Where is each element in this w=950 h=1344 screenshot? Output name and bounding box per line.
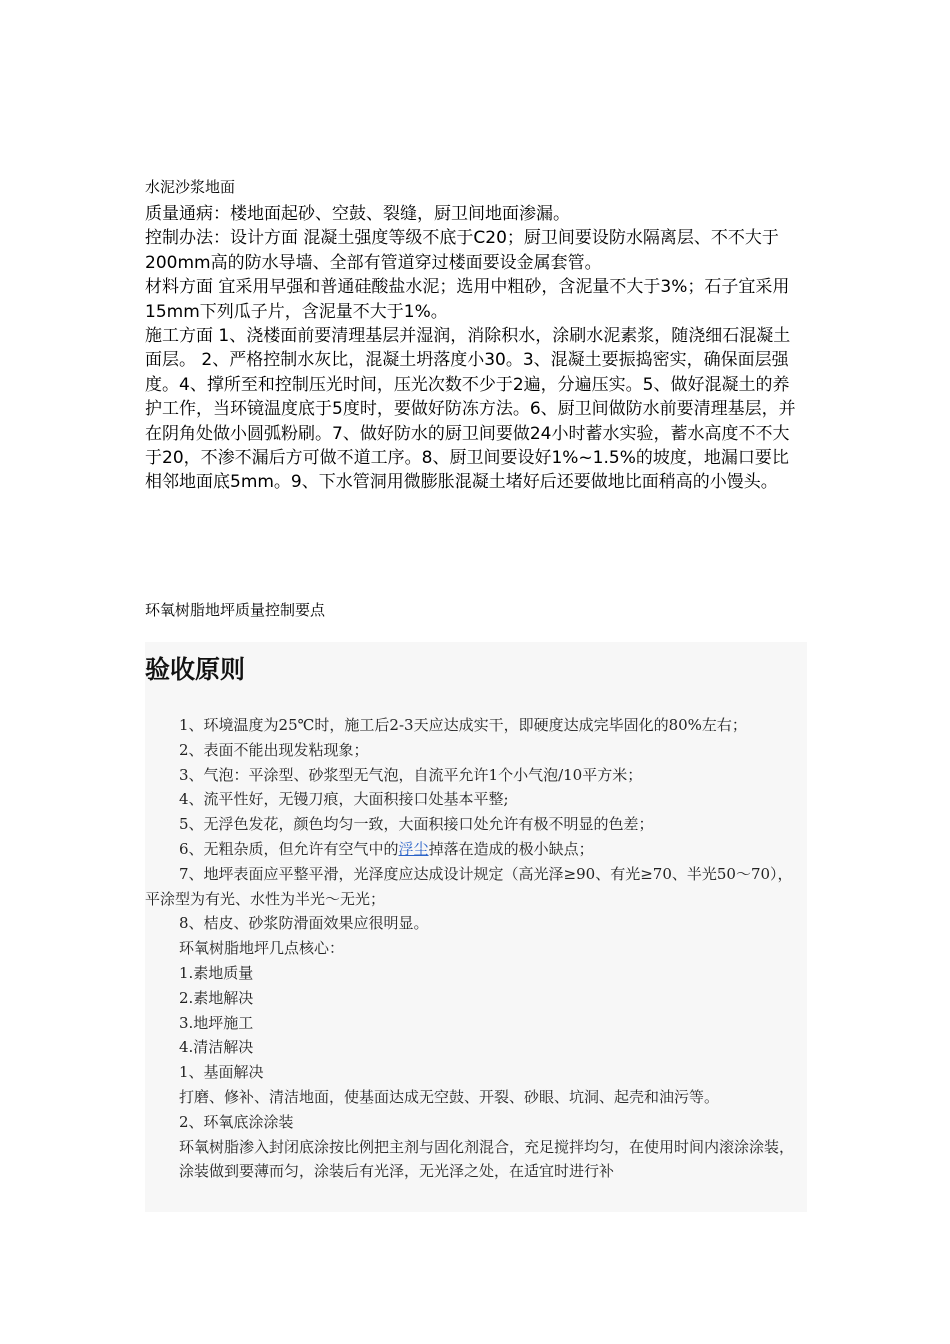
materials-paragraph: 材料方面 宜采用早强和普通硅酸盐水泥；选用中粗砂，含泥量不大于3%；石子宜采用15mm下列瓜子片，含泥量不大于1%。 [145,277,790,322]
step-2-text: 环氧树脂渗入封闭底涂按比例把主剂与固化剂混合，充足搅拌均匀，在使用时间内滚涂涂装，涂装做到要薄而匀，涂装后有光泽，无光泽之处，在适宜时进行补 [179,1137,795,1181]
core-point-3: 3.地坪施工 [179,1013,254,1032]
step-1-text: 打磨、修补、清洁地面，使基面达成无空鼓、开裂、砂眼、坑洞、起壳和油污等。 [179,1087,720,1106]
criteria-item-6-start: 6、无粗杂质，但允许有空气中的 [179,839,399,858]
step-1-title: 1、基面解决 [179,1063,264,1082]
quality-problems-paragraph: 质量通病：楼地面起砂、空鼓、裂缝，厨卫间地面渗漏。 [145,204,570,224]
criteria-item-4: 4、流平性好，无镘刀痕，大面积接口处基本平整; [179,790,509,809]
core-point-2: 2.素地解决 [179,988,254,1007]
criteria-item-3: 3、气泡：平涂型、砂浆型无气泡，自流平允许1个小气泡/10平方米； [179,765,643,784]
cement-mortar-content [145,202,805,495]
control-methods-paragraph: 控制办法：设计方面 混凝土强度等级不底于C20；厨卫间要设防水隔离层、不不大于200mm高的防水导墙、全部有管道穿过楼面要设金属套管。 [145,228,779,273]
criteria-item-5: 5、无浮色发花，颜色均匀一致，大面积接口处允许有极不明显的色差； [179,815,654,834]
criteria-item-7: 7、地坪表面应平整平滑，光泽度应达成设计规定（高光泽≥90、有光≥70、半光50～70），平涂型为有光、水性为半光～无光； [145,864,793,908]
acceptance-heading: 验收原则 [145,655,246,684]
core-point-4: 4.清洁解决 [179,1038,254,1057]
core-points-title: 环氧树脂地坪几点核心： [179,939,345,958]
construction-paragraph: 施工方面 1、浇楼面前要清理基层并湿润，消除积水，涂刷水泥素浆，随浇细石混凝土面层。 2、严格控制水灰比，混凝土坍落度小30。3、混凝土要振捣密实，确保面层强度。4、撑所至和控制压光时间，压光次数不少于2遍，分遍压实。5、做好混凝土的养护工作，当环镜温度底于5度时，要做好防冻方法。6、厨卫间做防水前要清理基层，并在阴角处做小圆弧粉刷。7、做好防水的厨卫间要做24小时蓄水实验，蓄水高度不不大于20，不渗不漏后方可做不道工序。8、厨卫间要设好1%~1.5%的坡度，地漏口要比相邻地面底5mm。9、下水管洞用微膨胀混凝土堵好后还要做地比面稍高的小馒头。 [145,326,796,493]
acceptance-body [145,713,807,1184]
section-title-cement-mortar: 水泥沙浆地面 [145,178,236,196]
step-2-title: 2、环氧底涂涂装 [179,1112,294,1131]
criteria-item-8: 8、桔皮、砂浆防滑面效果应很明显。 [179,914,429,933]
criteria-item-1: 1、环境温度为25℃时，施工后2-3天应达成实干，即硬度达成完毕固化的80%左右； [179,716,747,734]
acceptance-panel [145,642,807,1212]
criteria-item-6-end: 掉落在造成的极小缺点； [428,839,594,858]
criteria-item-6 [145,837,807,862]
floating-dust-link[interactable]: 浮尘 [398,839,429,858]
core-point-1: 1.素地质量 [179,963,254,982]
criteria-item-2: 2、表面不能出现发粘现象； [179,740,369,759]
section-title-epoxy-floor: 环氧树脂地坪质量控制要点 [145,601,326,619]
